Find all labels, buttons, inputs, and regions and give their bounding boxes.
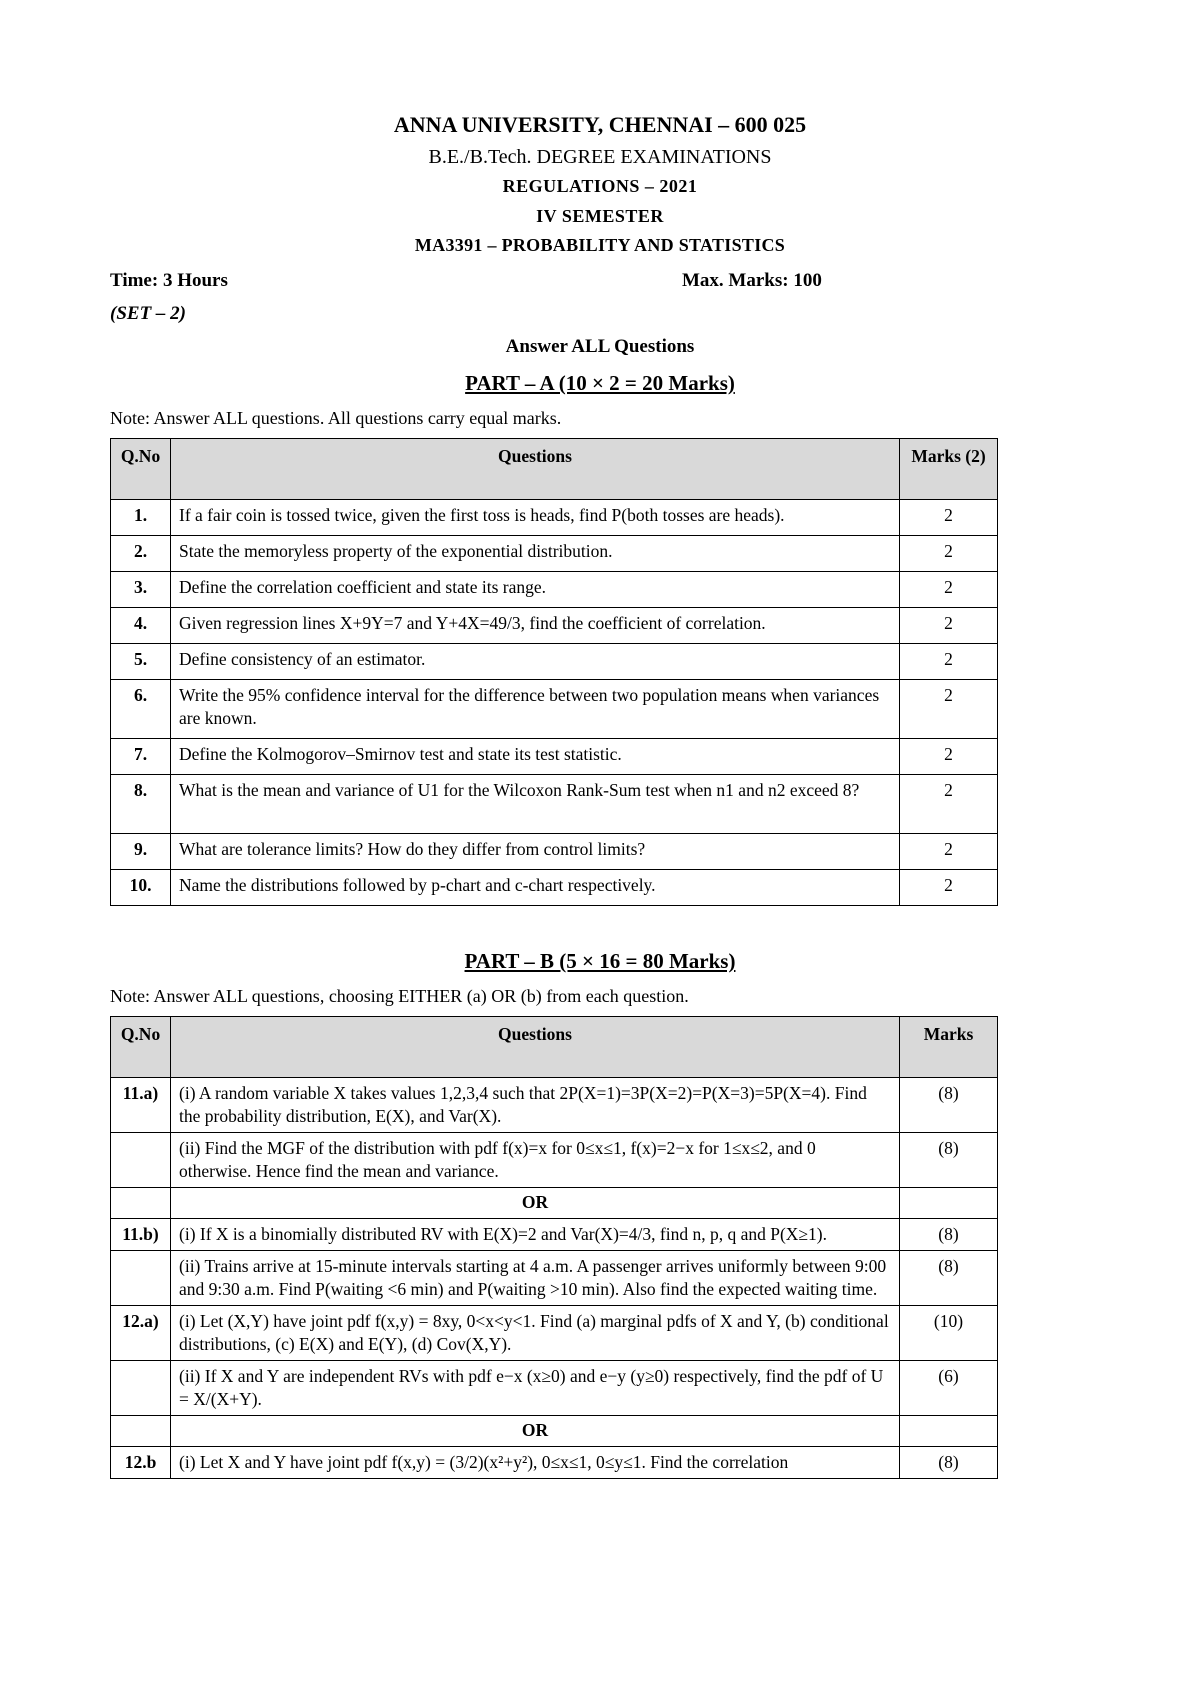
table-row (111, 739, 998, 775)
question-marks: (8) (900, 1078, 998, 1133)
question-number: 11.b) (111, 1219, 171, 1251)
question-number: 2. (111, 536, 171, 572)
or-spacer (111, 1188, 171, 1219)
or-label: OR (171, 1416, 900, 1447)
question-number: 5. (111, 644, 171, 680)
question-number: 11.a) (111, 1078, 171, 1133)
question-marks: 2 (900, 834, 998, 870)
question-marks: (8) (900, 1251, 998, 1306)
question-number (111, 1361, 171, 1416)
table-row (111, 608, 998, 644)
table-row (111, 1219, 998, 1251)
or-spacer (111, 1416, 171, 1447)
question-text: (i) If X is a binomially distributed RV with E(X)=2 and Var(X)=4/3, find n, p, q and P(X≥1). (171, 1219, 900, 1251)
question-text: Define the Kolmogorov–Smirnov test and state its test statistic. (171, 739, 900, 775)
table-row (111, 500, 998, 536)
table-row (111, 536, 998, 572)
or-row (111, 1188, 998, 1219)
question-marks: 2 (900, 608, 998, 644)
regulations-title: REGULATIONS – 2021 (502, 176, 698, 196)
question-number (111, 1251, 171, 1306)
part-a-title: PART – A (10 × 2 = 20 Marks) (465, 371, 735, 395)
question-text: (ii) If X and Y are independent RVs with pdf e−x (x≥0) and e−y (y≥0) respectively, find the pdf of U = X/(X+Y). (171, 1361, 900, 1416)
question-text: (i) Let X and Y have joint pdf f(x,y) = (3/2)(x²+y²), 0≤x≤1, 0≤y≤1. Find the correlation (171, 1447, 900, 1479)
question-marks: (8) (900, 1447, 998, 1479)
question-text: Define consistency of an estimator. (171, 644, 900, 680)
question-marks: (10) (900, 1306, 998, 1361)
question-marks: 2 (900, 644, 998, 680)
table-row (111, 644, 998, 680)
question-number: 10. (111, 870, 171, 906)
question-marks: (8) (900, 1133, 998, 1188)
question-marks: 2 (900, 680, 998, 739)
semester-title: IV SEMESTER (536, 206, 664, 226)
table-row (111, 870, 998, 906)
or-row (111, 1416, 998, 1447)
questions-header: Questions (171, 1017, 900, 1078)
table-row (111, 1361, 998, 1416)
table-row (111, 1078, 998, 1133)
exam-max-marks: Max. Marks: 100 (682, 270, 822, 291)
table-row (111, 1133, 998, 1188)
part-b-header-row (111, 1017, 998, 1078)
question-text: If a fair coin is tossed twice, given the first toss is heads, find P(both tosses are heads). (171, 500, 900, 536)
questions-header: Questions (171, 439, 900, 500)
question-text: Write the 95% confidence interval for the difference between two population means when variances are known. (171, 680, 900, 739)
degree-title: B.E./B.Tech. DEGREE EXAMINATIONS (428, 146, 772, 168)
question-marks: 2 (900, 775, 998, 834)
question-marks: 2 (900, 500, 998, 536)
question-number: 6. (111, 680, 171, 739)
or-spacer (900, 1188, 998, 1219)
part-a-table (110, 438, 998, 906)
question-marks: 2 (900, 739, 998, 775)
question-number (111, 1133, 171, 1188)
or-label: OR (171, 1188, 900, 1219)
answer-all-instruction: Answer ALL Questions (505, 336, 695, 357)
question-marks: 2 (900, 572, 998, 608)
question-text: What is the mean and variance of U1 for the Wilcoxon Rank-Sum test when n1 and n2 exceed 8? (171, 775, 900, 834)
question-number: 12.b (111, 1447, 171, 1479)
question-text: (i) A random variable X takes values 1,2,3,4 such that 2P(X=1)=3P(X=2)=P(X=3)=5P(X=4). Find the probability distribution, E(X), and Var(X). (171, 1078, 900, 1133)
question-number: 9. (111, 834, 171, 870)
university-title: ANNA UNIVERSITY, CHENNAI – 600 025 (393, 112, 807, 137)
question-text: State the memoryless property of the exponential distribution. (171, 536, 900, 572)
table-row (111, 572, 998, 608)
question-number: 8. (111, 775, 171, 834)
question-text: Define the correlation coefficient and state its range. (171, 572, 900, 608)
question-marks: 2 (900, 870, 998, 906)
course-title: MA3391 – PROBABILITY AND STATISTICS (414, 235, 786, 255)
or-spacer (900, 1416, 998, 1447)
part-b-table (110, 1016, 998, 1479)
question-number: 7. (111, 739, 171, 775)
exam-set: (SET – 2) (110, 303, 186, 324)
marks-header: Marks (2) (900, 439, 998, 500)
qno-header: Q.No (111, 1017, 171, 1078)
question-marks: 2 (900, 536, 998, 572)
table-row (111, 680, 998, 739)
question-text: (ii) Trains arrive at 15-minute intervals starting at 4 a.m. A passenger arrives uniformly between 9:00 and 9:30 a.m. Find P(waiting <6 min) and P(waiting >10 min). Also find the expected waiting time. (171, 1251, 900, 1306)
marks-header: Marks (900, 1017, 998, 1078)
question-number: 12.a) (111, 1306, 171, 1361)
question-marks: (6) (900, 1361, 998, 1416)
question-marks: (8) (900, 1219, 998, 1251)
question-number: 3. (111, 572, 171, 608)
table-row (111, 1251, 998, 1306)
question-text: Given regression lines X+9Y=7 and Y+4X=49/3, find the coefficient of correlation. (171, 608, 900, 644)
table-row (111, 775, 998, 834)
question-text: Name the distributions followed by p-chart and c-chart respectively. (171, 870, 900, 906)
part-b-title: PART – B (5 × 16 = 80 Marks) (464, 949, 736, 973)
part-b-note: Note: Answer ALL questions, choosing EITHER (a) OR (b) from each question. (110, 986, 689, 1006)
question-number: 4. (111, 608, 171, 644)
table-row (111, 834, 998, 870)
question-text: What are tolerance limits? How do they differ from control limits? (171, 834, 900, 870)
question-number: 1. (111, 500, 171, 536)
part-a-note: Note: Answer ALL questions. All questions carry equal marks. (110, 408, 562, 428)
part-a-header-row (111, 439, 998, 500)
table-row (111, 1306, 998, 1361)
exam-time: Time: 3 Hours (110, 270, 228, 291)
question-text: (ii) Find the MGF of the distribution with pdf f(x)=x for 0≤x≤1, f(x)=2−x for 1≤x≤2, and 0 otherwise. Hence find the mean and variance. (171, 1133, 900, 1188)
table-row (111, 1447, 998, 1479)
question-text: (i) Let (X,Y) have joint pdf f(x,y) = 8xy, 0<x<y<1. Find (a) marginal pdfs of X and Y, (b) conditional distributions, (c) E(X) and E(Y), (d) Cov(X,Y). (171, 1306, 900, 1361)
qno-header: Q.No (111, 439, 171, 500)
